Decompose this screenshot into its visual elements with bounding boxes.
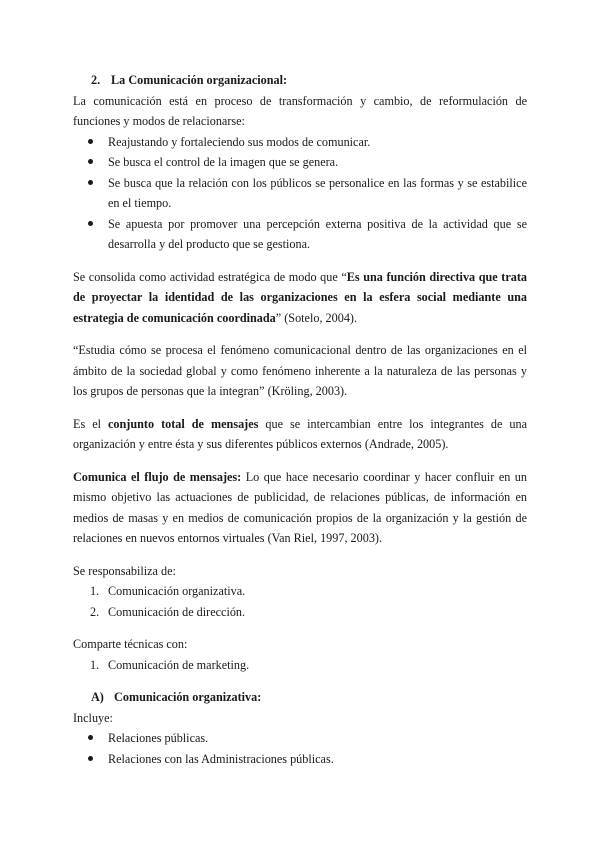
list-item: 1. Comunicación de marketing. [90,657,250,672]
bullet-icon [88,139,93,144]
incluye-list [73,728,527,769]
bullet-icon [88,180,93,185]
list-item: Se busca el control de la imagen que se genera. [73,152,527,173]
bullet-icon [88,735,93,740]
bullet-icon [88,756,93,761]
responsabiliza-label: Se responsabiliza de: [73,563,176,578]
list-item: 2. Comunicación de dirección. [90,604,246,619]
list-item: Se busca que la relación con los públicos se personalice en las formas y se estabilice en el tiempo. [73,173,527,214]
intro-bullet-list [73,132,527,255]
incluye-label: Incluye: [73,710,113,725]
definition-paragraph-kroling: “Estudia cómo se procesa el fenómeno comunicacional dentro de las organizaciones en el ámbito de la sociedad global y como fenómeno inherente a la naturaleza de las personas y los grupos de personas que la integran” (Kröling, 2003). [73,343,527,398]
section-heading [91,70,527,91]
comparte-list [73,655,527,676]
list-item: Relaciones con las Administraciones públicas. [73,749,527,770]
section-title: La Comunicación organizacional: [111,73,288,87]
list-item: Relaciones públicas. [73,728,527,749]
comparte-label: Comparte técnicas con: [73,637,188,651]
definition-paragraph-van-riel: Comunica el flujo de mensajes: Lo que hace necesario coordinar y hacer confluir en un mismo objetivo las actuaciones de publicidad, de relaciones públicas, de información en medios de masas y en medios de comunicación propios de la organización y la gestión de relaciones en nuevos entornos virtuales (Van Riel, 1997, 2003). [73,469,527,545]
bullet-icon [88,221,93,226]
subsection-letter: A) [91,690,104,704]
definition-paragraph-andrade: Es el conjunto total de mensajes que se intercambian entre los integrantes de una organización y entre ésta y sus diferentes públicos externos (Andrade, 2005). [73,416,527,451]
subsection-heading [91,687,527,708]
intro-paragraph: La comunicación está en proceso de transformación y cambio, de reformulación de funciones y modos de relacionarse: [73,93,527,128]
document-page [73,70,527,769]
subsection-title: Comunicación organizativa: [114,690,262,704]
definition-paragraph-sotelo: Se consolida como actividad estratégica de modo que “Es una función directiva que trata de proyectar la identidad de las organizaciones en la esfera social mediante una estrategia de comunicación coordinada” (Sotelo, 2004). [73,269,527,325]
list-item: 1. Comunicación organizativa. [90,584,246,598]
list-item: Reajustando y fortaleciendo sus modos de comunicar. [73,132,527,153]
bullet-icon [88,159,93,164]
responsabiliza-list [73,581,527,622]
section-number: 2. [91,73,101,87]
list-item: Se apuesta por promover una percepción externa positiva de la actividad que se desarrolla y del producto que se gestiona. [73,214,527,255]
